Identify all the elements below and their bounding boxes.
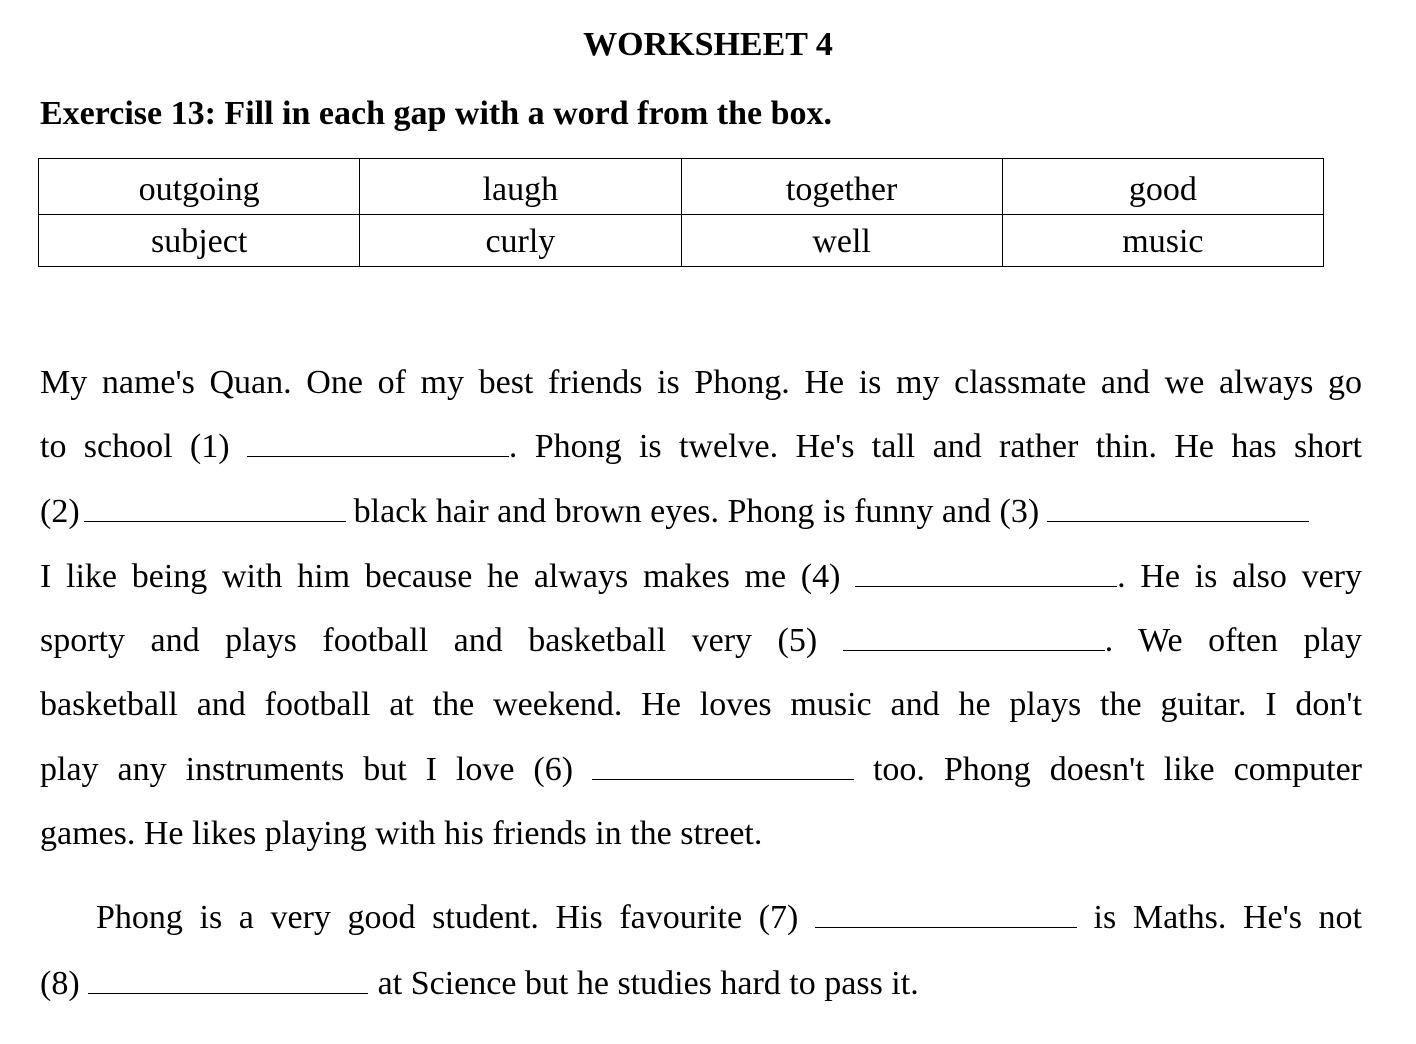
passage-line <box>40 748 1362 792</box>
word-box-cell: music <box>1002 215 1323 267</box>
answer-blank-2 <box>84 493 346 522</box>
passage-line <box>40 361 1362 405</box>
answer-blank-7 <box>815 899 1077 928</box>
answer-blank-6 <box>592 751 854 780</box>
word-box-cell: good <box>1002 159 1323 215</box>
passage-text: I like being with him because he always makes me (4) <box>40 558 841 595</box>
word-box-cell: curly <box>360 215 681 267</box>
passage-text: at Science but he studies hard to pass it. <box>377 965 919 1002</box>
passage-text: too. Phong doesn't like computer <box>872 751 1362 788</box>
word-box-cell: well <box>681 215 1002 267</box>
passage-line <box>40 619 1362 663</box>
passage-line <box>40 555 1362 599</box>
answer-blank-8 <box>88 965 368 994</box>
word-box-cell: subject <box>39 215 360 267</box>
word-box-row <box>39 159 1324 215</box>
passage-line <box>40 490 1362 534</box>
passage-text: to school (1) <box>40 428 230 465</box>
passage-text: Phong is a very good student. His favourite (7) <box>96 899 799 936</box>
answer-blank-3 <box>1047 493 1309 522</box>
passage-line <box>40 812 1362 856</box>
passage-text: (2) <box>40 493 80 530</box>
answer-blank-5 <box>843 622 1105 651</box>
passage-line <box>96 896 1362 940</box>
answer-blank-1 <box>247 428 509 457</box>
passage-text: black hair and brown eyes. Phong is funny and (3) <box>353 493 1040 530</box>
word-box-cell: outgoing <box>39 159 360 215</box>
word-box-cell: together <box>681 159 1002 215</box>
passage-text: play any instruments but I love (6) <box>40 751 574 788</box>
word-box-row <box>39 215 1324 267</box>
word-box-table <box>38 158 1324 267</box>
exercise-instruction: Exercise 13: Fill in each gap with a word from the box. <box>40 95 833 132</box>
passage-text: basketball and football at the weekend. He loves music and he plays the guitar. I don't <box>40 686 1362 723</box>
passage-line <box>40 683 1362 727</box>
passage-text: My name's Quan. One of my best friends is Phong. He is my classmate and we always go <box>40 364 1362 401</box>
passage-line <box>40 425 1362 469</box>
passage-text: (8) <box>40 965 80 1002</box>
passage-text: games. He likes playing with his friends in the street. <box>40 815 763 852</box>
passage-text: . Phong is twelve. He's tall and rather thin. He has short <box>508 428 1362 465</box>
worksheet-title: WORKSHEET 4 <box>583 26 833 63</box>
passage-text: . He is also very <box>1117 558 1362 595</box>
word-box-cell: laugh <box>360 159 681 215</box>
passage-line <box>40 962 1362 1006</box>
answer-blank-4 <box>855 558 1117 587</box>
passage-text: is Maths. He's not <box>1093 899 1362 936</box>
passage-text: sporty and plays football and basketball very (5) <box>40 622 818 659</box>
passage-text: . We often play <box>1104 622 1362 659</box>
